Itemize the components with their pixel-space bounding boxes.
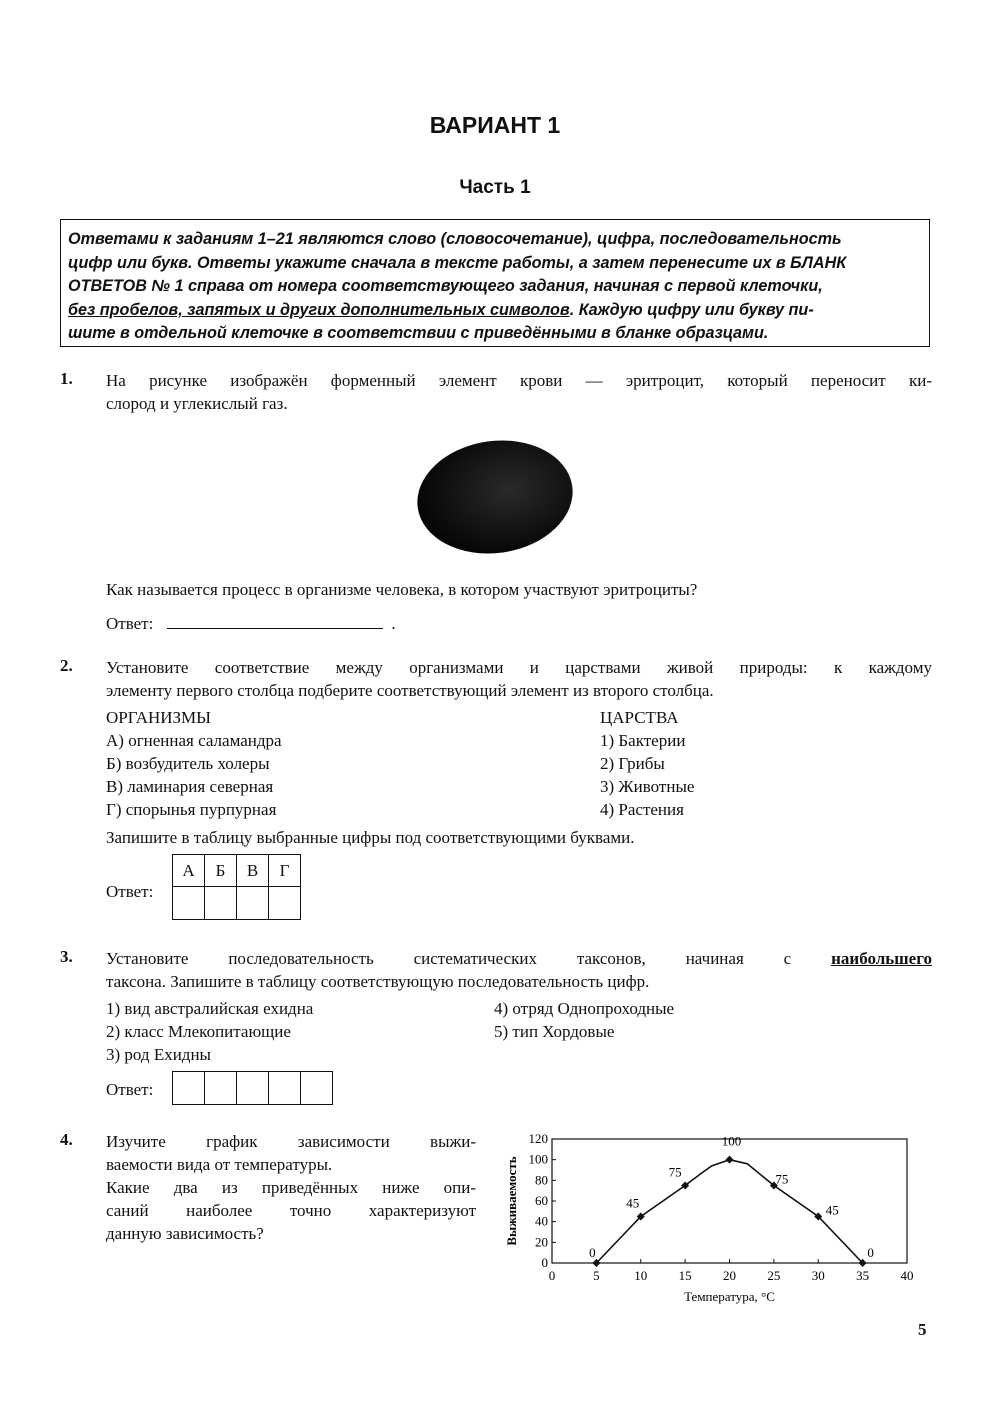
data-label: 45 <box>626 1195 640 1211</box>
task4-text <box>106 1130 476 1245</box>
task1-answer-field[interactable] <box>167 614 383 629</box>
y-axis-label: Выживаемость <box>504 1156 519 1246</box>
x-tick-label: 20 <box>723 1268 736 1283</box>
task4-line: ваемости вида от температуры. <box>106 1155 333 1174</box>
x-tick-label: 15 <box>678 1268 692 1283</box>
y-tick-label: 40 <box>535 1213 548 1229</box>
instructions-line: шите в отдельной клеточке в соответствии с приведёнными в бланке образцами. <box>68 324 769 342</box>
answer-cell[interactable] <box>269 1072 301 1105</box>
answer-cell[interactable] <box>173 1072 205 1105</box>
taxon-option: 2) класс Млекопитающие <box>106 1022 291 1041</box>
instructions-line: цифр или букв. Ответы укажите сначала в тексте работы, а затем перенесите их в БЛАНК <box>68 253 847 272</box>
task2-right-column <box>600 706 694 821</box>
data-label: 75 <box>775 1171 789 1187</box>
task2-number: 2. <box>60 656 73 675</box>
data-point <box>726 1156 734 1164</box>
x-tick-label: 40 <box>900 1268 914 1283</box>
x-tick-label: 5 <box>593 1268 600 1283</box>
answer-cell[interactable] <box>269 887 301 920</box>
taxon-option: 4) отряд Однопроходные <box>494 999 675 1018</box>
task3-text-part1: Установите последовательность систематических таксонов, начиная с <box>106 949 832 968</box>
organism-item: Б) возбудитель холеры <box>106 754 270 773</box>
y-tick-label: 0 <box>541 1255 548 1270</box>
task1-text-line2: слород и углекислый газ. <box>106 394 288 413</box>
organism-item: Г) спорынья пурпурная <box>106 800 277 819</box>
answer-cell[interactable] <box>173 887 205 920</box>
data-label: 45 <box>825 1202 839 1218</box>
task3-answer-label: Ответ: <box>106 1080 154 1099</box>
task3-answer-table <box>172 1071 333 1105</box>
task4-line: Какие два из приведённых ниже опи- <box>106 1178 476 1197</box>
task1-answer-label: Ответ: <box>106 614 154 633</box>
task3-emphasis: наибольшего <box>831 949 932 968</box>
y-tick-label: 20 <box>535 1234 548 1250</box>
page-number: 5 <box>918 1320 927 1339</box>
x-tick-label: 25 <box>767 1268 781 1283</box>
table-header-cell: Б <box>205 855 237 887</box>
organisms-header: ОРГАНИЗМЫ <box>106 708 211 727</box>
instructions-line: Ответами к заданиям 1–21 являются слово (словосочетание), цифра, последовательность <box>68 230 842 248</box>
task4-line: данную зависимость? <box>106 1224 264 1243</box>
task3-text-line1 <box>106 947 932 970</box>
part-title: Часть 1 <box>459 177 531 198</box>
variant-title: ВАРИАНТ 1 <box>429 112 561 138</box>
task4-line: Изучите график зависимости выжи- <box>106 1132 476 1151</box>
task2-left-column <box>106 706 282 821</box>
x-tick-label: 35 <box>856 1268 870 1283</box>
table-header-cell: Г <box>269 855 301 887</box>
task4-number: 4. <box>60 1130 73 1149</box>
task2-answer-table <box>172 854 301 920</box>
organism-item: В) ламинария северная <box>106 777 274 796</box>
task3-options-right <box>494 997 674 1043</box>
instructions-line: ОТВЕТОВ № 1 справа от номера соответствующего задания, начиная с первой клеточки, <box>68 277 823 295</box>
task1-text-line1: На рисунке изображён форменный элемент крови — эритроцит, который переносит ки- <box>106 371 932 390</box>
answer-cell[interactable] <box>205 887 237 920</box>
task3-text-line2: таксона. Запишите в таблицу соответствующую последовательность цифр. <box>106 972 650 991</box>
table-header-cell: А <box>173 855 205 887</box>
organism-item: А) огненная саламандра <box>106 731 282 750</box>
x-axis-label: Температура, °С <box>684 1289 775 1304</box>
answer-cell[interactable] <box>205 1072 237 1105</box>
kingdom-item: 4) Растения <box>600 800 684 819</box>
taxon-option: 1) вид австралийская ехидна <box>106 999 314 1018</box>
task1-answer-row <box>106 612 396 635</box>
task1-number: 1. <box>60 369 73 388</box>
task4-line: саний наиболее точно характеризуют <box>106 1201 476 1220</box>
task1-question: Как называется процесс в организме человека, в котором участвуют эритроциты? <box>106 580 698 599</box>
data-markers <box>589 1134 874 1267</box>
table-header-cell: В <box>237 855 269 887</box>
answer-cell[interactable] <box>301 1072 333 1105</box>
taxon-option: 3) род Ехидны <box>106 1045 211 1064</box>
x-tick-label: 10 <box>634 1268 648 1283</box>
task3-options-left <box>106 997 313 1066</box>
task2-text-line2: элементу первого столбца подберите соответствующий элемент из второго столбца. <box>106 681 714 700</box>
task2-text-line1: Установите соответствие между организмами и царствами живой природы: к каждому <box>106 658 932 677</box>
answer-cell[interactable] <box>237 887 269 920</box>
taxon-option: 5) тип Хордовые <box>494 1022 615 1041</box>
instructions-box <box>60 219 930 347</box>
kingdom-item: 1) Бактерии <box>600 731 686 750</box>
instructions-rest: . Каждую цифру или букву пи- <box>569 300 814 319</box>
survival-curve <box>596 1160 862 1263</box>
instructions-underlined: без пробелов, запятых и других дополнительных символов <box>68 300 570 319</box>
y-tick-label: 120 <box>528 1131 548 1146</box>
y-tick-label: 80 <box>535 1172 548 1188</box>
data-label: 100 <box>721 1133 742 1149</box>
kingdom-item: 2) Грибы <box>600 754 665 773</box>
data-label: 0 <box>589 1245 596 1260</box>
erythrocyte-image <box>412 436 580 556</box>
task2-answer-label: Ответ: <box>106 882 154 901</box>
y-tick-label: 60 <box>535 1193 548 1208</box>
instructions-line <box>68 299 921 323</box>
task1-answer-end: . <box>391 614 396 633</box>
task2-instruction: Запишите в таблицу выбранные цифры под соответствующими буквами. <box>106 828 635 847</box>
task3-number: 3. <box>60 947 73 966</box>
answer-cell[interactable] <box>237 1072 269 1105</box>
survival-chart <box>496 1128 926 1313</box>
data-label: 0 <box>867 1245 874 1260</box>
x-tick-label: 30 <box>811 1268 825 1283</box>
x-tick-label: 0 <box>548 1268 556 1283</box>
data-label: 75 <box>668 1164 682 1180</box>
y-tick-label: 100 <box>528 1151 548 1167</box>
kingdoms-header: ЦАРСТВА <box>600 708 679 727</box>
kingdom-item: 3) Животные <box>600 777 695 796</box>
